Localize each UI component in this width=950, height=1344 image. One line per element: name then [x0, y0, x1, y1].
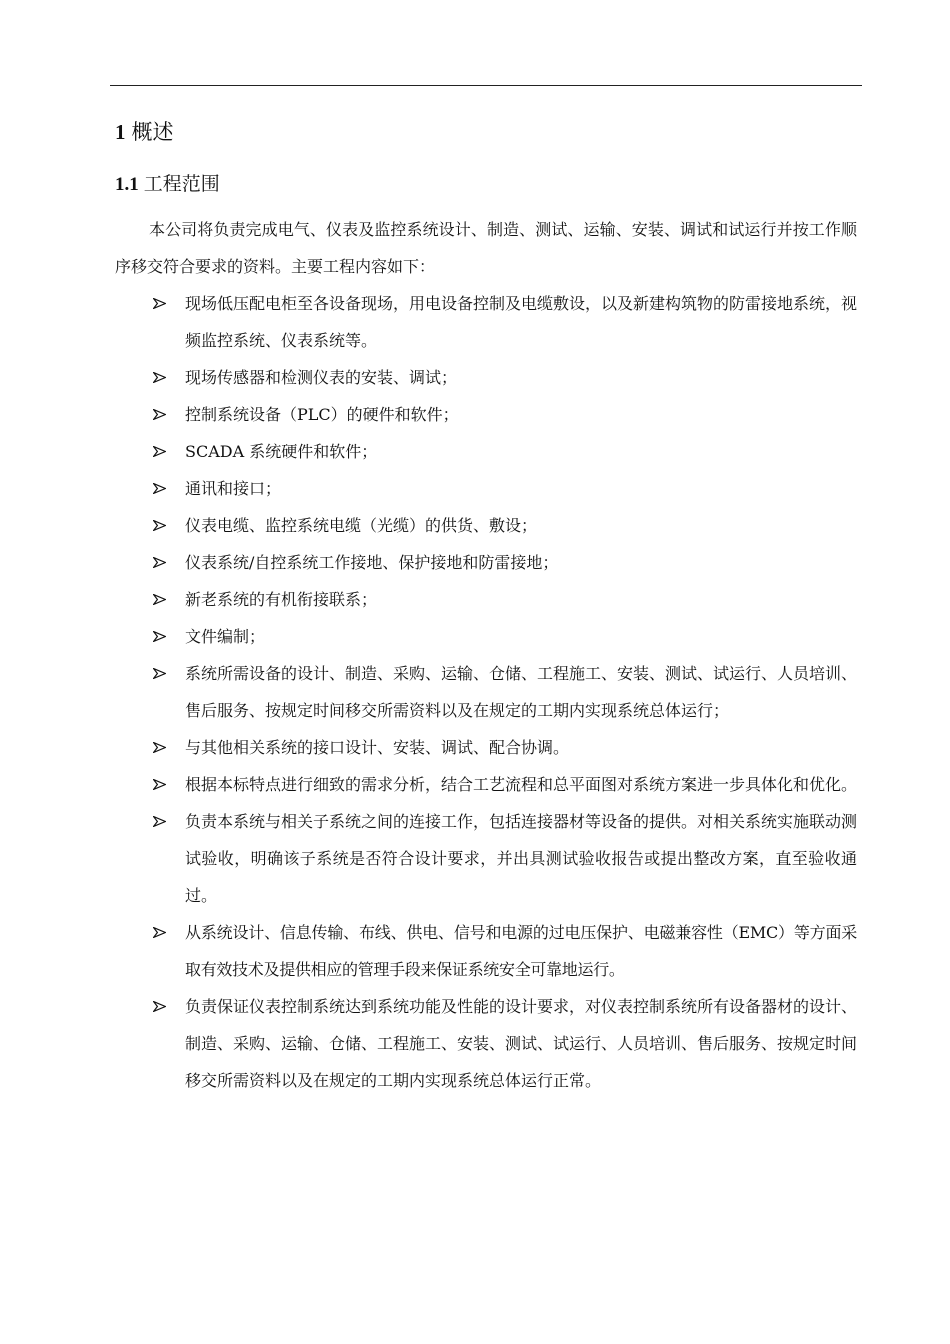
section-number: 1 — [115, 120, 126, 144]
arrow-bullet-icon — [153, 988, 167, 1025]
list-item-text: 控制系统设备（PLC）的硬件和软件； — [185, 405, 459, 424]
list-item-text: 仪表电缆、监控系统电缆（光缆）的供货、敷设； — [185, 516, 538, 535]
list-item — [115, 359, 857, 396]
list-item — [115, 285, 857, 359]
list-item — [115, 729, 857, 766]
list-item — [115, 396, 857, 433]
arrow-bullet-icon — [153, 766, 167, 803]
section-title: 概述 — [131, 120, 174, 144]
list-item — [115, 544, 857, 581]
list-item — [115, 803, 857, 914]
arrow-bullet-icon — [153, 285, 167, 322]
intro-paragraph: 本公司将负责完成电气、仪表及监控系统设计、制造、测试、运输、安装、调试和试运行并按工作顺序移交符合要求的资料。主要工程内容如下： — [115, 220, 857, 276]
list-item-text: 系统所需设备的设计、制造、采购、运输、仓储、工程施工、安装、测试、试运行、人员培训、售后服务、按规定时间移交所需资料以及在规定的工期内实现系统总体运行； — [185, 664, 858, 720]
header-rule — [110, 85, 862, 86]
section-heading — [115, 117, 174, 147]
list-item-text: 与其他相关系统的接口设计、安装、调试、配合协调。 — [185, 738, 570, 757]
arrow-bullet-icon — [153, 729, 167, 766]
list-item — [115, 988, 857, 1099]
list-item-text: 根据本标特点进行细致的需求分析，结合工艺流程和总平面图对系统方案进一步具体化和优化。 — [185, 775, 858, 794]
arrow-bullet-icon — [153, 544, 167, 581]
arrow-bullet-icon — [153, 655, 167, 692]
list-item — [115, 914, 857, 988]
list-item — [115, 766, 857, 803]
list-item — [115, 470, 857, 507]
arrow-bullet-icon — [153, 507, 167, 544]
arrow-bullet-icon — [153, 396, 167, 433]
subsection-title: 工程范围 — [143, 173, 220, 195]
scope-list — [115, 285, 857, 1099]
list-item — [115, 433, 857, 470]
arrow-bullet-icon — [153, 359, 167, 396]
arrow-bullet-icon — [153, 618, 167, 655]
arrow-bullet-icon — [153, 433, 167, 470]
list-item-text: 通讯和接口； — [185, 479, 282, 498]
list-item-text: 从系统设计、信息传输、布线、供电、信号和电源的过电压保护、电磁兼容性（EMC）等方面采取有效技术及提供相应的管理手段来保证系统安全可靠地运行。 — [185, 923, 857, 979]
list-item-text: 现场低压配电柜至各设备现场，用电设备控制及电缆敷设，以及新建构筑物的防雷接地系统，视频监控系统、仪表系统等。 — [185, 294, 858, 350]
list-item-text: 文件编制； — [185, 627, 266, 646]
arrow-bullet-icon — [153, 914, 167, 951]
list-item — [115, 655, 857, 729]
list-item — [115, 618, 857, 655]
arrow-bullet-icon — [153, 581, 167, 618]
list-item-text: SCADA 系统硬件和软件； — [185, 442, 378, 461]
list-item — [115, 507, 857, 544]
list-item-text: 负责本系统与相关子系统之间的连接工作，包括连接器材等设备的提供。对相关系统实施联动测试验收，明确该子系统是否符合设计要求，并出具测试验收报告或提出整改方案，直至验收通过。 — [185, 812, 858, 905]
list-item — [115, 581, 857, 618]
subsection-heading — [115, 170, 220, 199]
arrow-bullet-icon — [153, 470, 167, 507]
subsection-number: 1.1 — [115, 174, 139, 195]
list-item-text: 新老系统的有机衔接联系； — [185, 590, 378, 609]
list-item-text: 仪表系统/自控系统工作接地、保护接地和防雷接地； — [185, 553, 559, 572]
list-item-text: 现场传感器和检测仪表的安装、调试； — [185, 368, 458, 387]
arrow-bullet-icon — [153, 803, 167, 840]
list-item-text: 负责保证仪表控制系统达到系统功能及性能的设计要求，对仪表控制系统所有设备器材的设计、制造、采购、运输、仓储、工程施工、安装、测试、试运行、人员培训、售后服务、按规定时间移交所需资料以及在规定的工期内实现系统总体运行正常。 — [185, 997, 858, 1090]
